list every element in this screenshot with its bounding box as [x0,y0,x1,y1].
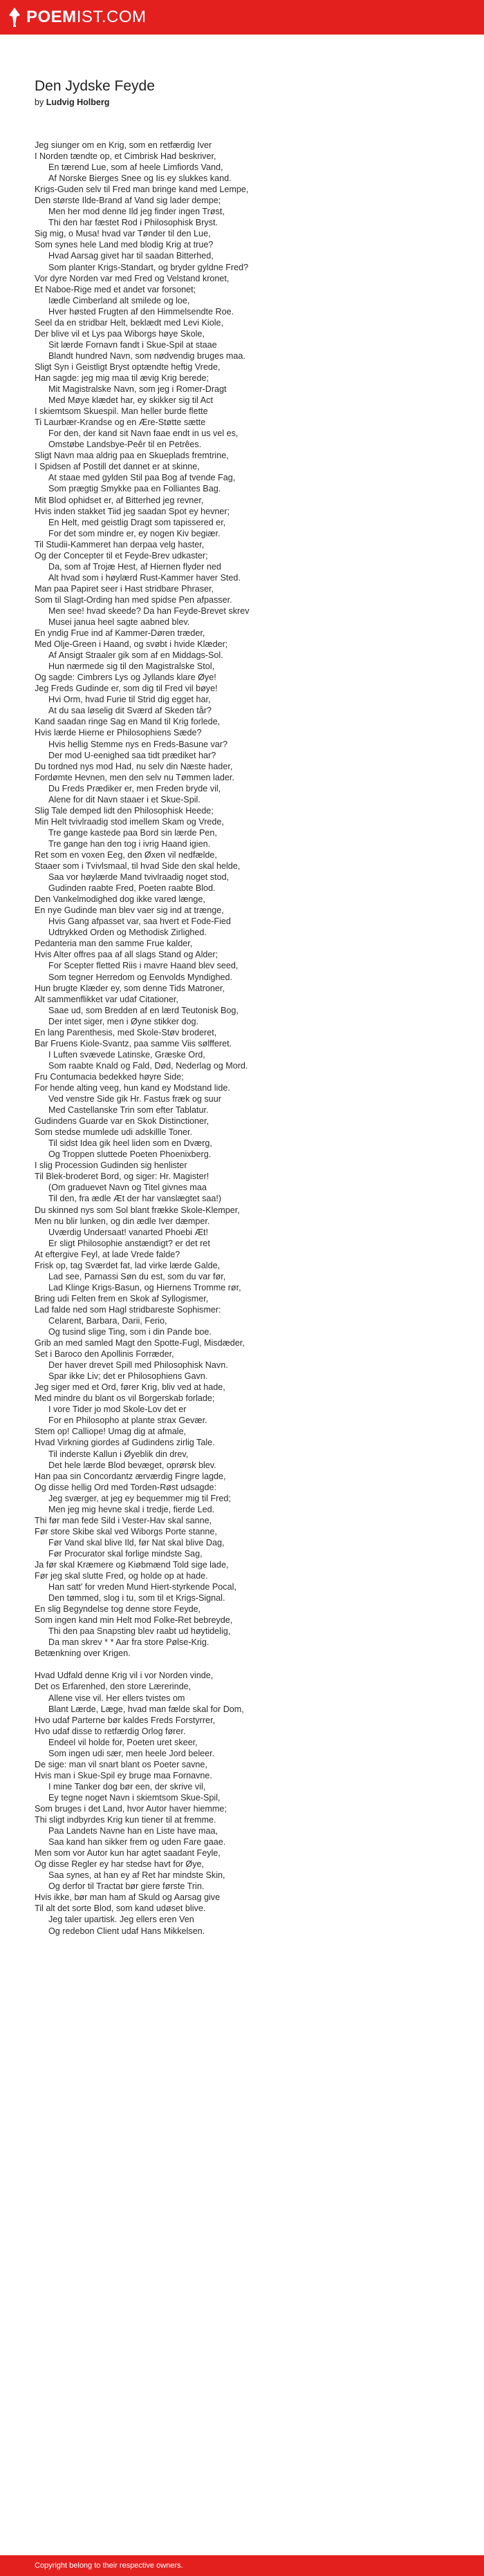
poem-line: Gudinden raabte Fred, Poeten raabte Blod. [48,883,216,894]
logo-bold: POEM [26,8,77,26]
poem-line: Spar ikke Liv; det er Philosophiens Gavn. [48,1371,208,1382]
poem-line: Mit Blod ophidset er, af Bitterhed jeg revner, [35,495,204,505]
poem-line: Blant Lærde, Læge, hvad man fælde skal for Dom, [48,1704,244,1714]
poem-line: Mit Magistralske Navn, som jeg i Romer-Dragt [48,384,227,395]
poem-line: Med Olje-Green i Haand, og svøbt i hvide Klæder; [35,639,228,650]
poem-line: Jeg Freds Gudinde er, som dig til Fred vil bøye! [35,684,218,694]
poem-line: Hun brugte Klæder ey, som denne Tids Matroner, [35,983,225,993]
poem-line: Det hele lærde Blod bevæget, oprørsk blev. [48,1460,216,1470]
poem-line: Alt sammenflikket var udaf Citationer, [35,994,178,1004]
poem-line: Hvi Orm, hvad Furie til Strid dig egget har, [48,695,211,705]
poem-line: Sig mig, o Musa! hvad var Tønder til den Lue, [35,229,211,239]
poem-line: Allene vise vil. Her ellers tvistes om [48,1693,185,1703]
copyright-text: Copyright belong to their respective owners. [35,2561,183,2570]
poem-line: Til Studii-Kammeret han derpaa velg haster, [35,539,205,549]
poem-line: Som prægtig Smykke paa en Folliantes Bag. [48,484,221,494]
poem-line: Saa kand han sikker frem og uden Fare gaae. [48,1837,226,1848]
site-header [0,0,484,35]
poem-line: Jeg taler upartisk. Jeg ellers eren Ven [48,1915,194,1925]
poem-line: Ret som en voxen Eeg, den Øxen vil nedfælde, [35,850,217,860]
poem-line: I Spidsen af Postill det dannet er at skinne, [35,462,200,472]
poem-line: Hun nærmede sig til den Magistralske Stol, [48,661,215,672]
poem-line: Slig Tale demped lidt den Philosophisk Heede; [35,805,214,816]
poem-line: Han sagde: jeg mig maa til ævig Krig berede; [35,373,210,383]
poem-line: Hvad Udfald denne Krig vil i vor Norden vinde, [35,1671,214,1681]
poem-line: Sligt Navn maa aldrig paa en Skueplads fremtrine, [35,451,229,461]
poem-line: De sige: man vil snart blant os Poeter savne, [35,1759,207,1769]
poem-line: Og disse hellig Ord med Torden-Røst udsagde: [35,1482,216,1492]
poem-line: Pedanteria man den samme Frue kalder, [35,939,193,949]
poem-stanza [35,140,456,1659]
poem-stanza [35,1670,456,1936]
poem-line: Hvad Aarsag givet har til saadan Bitterhed, [48,251,214,261]
poem-line: Jeg siger med et Ord, fører Krig, bliv ved at hade, [35,1382,225,1393]
poem-line: Thi den har fæstet Rod i Philosophisk Bryst. [48,218,218,228]
poem-line: Ved venstre Side gik Hr. Fastus fræk og suur [48,1094,221,1104]
poem-line: Thi den paa Snapsting blev raabt ud høytidelig, [48,1626,231,1637]
poem-line: Hvis Gang afpasset var, saa hvert et Fode-Fied [48,916,231,927]
poem-byline [35,97,456,108]
poem-line: Den Vankelmodighed dog ikke vared længe, [35,894,205,905]
poem-line: Til sidst Idea gik heel liden som en Dværg, [48,1138,212,1149]
poem-line: En Helt, med geistlig Dragt som tapissered er, [48,517,226,527]
poem-line: For hende alting veeg, hun kand ey Modstand lide. [35,1082,230,1093]
logo-light: IST.COM [76,8,147,26]
poem-line: En yndig Frue ind af Kammer-Døren træder, [35,628,205,639]
poem-line: En lang Parenthesis, med Skole-Støv broderet, [35,1027,217,1037]
poem-line: Fru Contumacia bedekked høyre Side; [35,1071,184,1082]
poem-line: Tre gange han den tog i ivrig Haand igien. [48,838,211,849]
poem-line: Hvad Virkning giordes af Gudindens zirlig Tale. [35,1438,215,1448]
poem-line: At staae med gylden Stil paa Bog af tvende Fag, [48,473,236,483]
poem-line: Er sligt Philosophie anstændigt? er det ret [48,1238,210,1248]
poem-content [35,77,456,1948]
poem-line: Sligt Syn i Geistligt Bryst optændte heftig Vrede, [35,361,221,372]
poem-line: Hvis inden stakket Tiid jeg saadan Spot ey hevner; [35,506,230,516]
poem-title: Den Jydske Feyde [35,78,155,94]
poem-line: Som synes hele Land med blodig Krig at true? [35,240,214,250]
poem-line: Du Freds Prædiker er, men Freden bryde vil, [48,783,221,793]
poem-line: Der intet siger, men i Øyne stikker dog. [48,1016,198,1026]
poem-line: Som til Slagt-Ording han med spidse Pen afpasser. [35,594,232,605]
poem-line: Han satt' for vreden Mund Hiert-styrkende Pocal, [48,1582,236,1592]
poem-line: Til inderste Kallun i Øyeblik din drev, [48,1449,189,1459]
poem-line: Da, som af Trojæ Hest, af Hiernen flyder ned [48,561,221,572]
poem-line: Lad Klinge Krigs-Basun, og Hiernens Tromme rør, [48,1282,241,1292]
poem-line: Ey tegne noget Navn i skiemtsom Skue-Spil, [48,1792,221,1803]
poem-line: En nye Gudinde man blev vaer sig ind at trænge, [35,905,224,916]
poem-line: Før Vand skal blive Ild, før Nat skal blive Dag, [48,1537,225,1548]
poem-line: For det som mindre er, ey nogen Kiv begiær. [48,528,221,538]
poem-line: Jeg siunger om en Krig, som en retfærdig Iver [35,140,212,150]
poem-line: Som planter Krigs-Standart, og bryder gyldne Fred? [48,262,249,272]
poem-line: Frisk op, tag Sværdet fat, lad virke lærde Galde, [35,1260,221,1270]
poem-line: Fordømte Hevnen, men den selv nu Tømmen lader. [35,772,234,782]
poem-line: Ja før skal Kræmere og Kiøbmænd Told sige lade, [35,1560,229,1570]
poem-line: Af Norske Bierges Snee og Iis ey slukkes kand. [48,173,232,184]
poem-line: Og der Concepter til et Feyde-Brev udkaster; [35,550,208,561]
poem-line: Hvo udaf Parterne bør kaldes Freds Forstyrrer, [35,1715,216,1725]
poem-line: Det os Erfarenhed, den store Lærerinde, [35,1682,192,1692]
poem-line: Set i Baroco den Apollinis Forræder, [35,1349,174,1360]
poem-line: Omstøbe Landsbye-Peêr til en Petrêes. [48,440,202,450]
poem-line: Vor dyre Norden var med Fred og Velstand kronet, [35,273,230,283]
poem-line: At du saa løselig dit Sværd af Skeden tår? [48,706,212,716]
poem-line: Seel da en stridbar Helt, beklædt med Levi Kiole, [35,317,224,328]
poem-line: Der haver drevet Spill med Philosophisk Navn. [48,1360,228,1371]
poem-line: Lad falde ned som Hagl stridbareste Sophismer: [35,1304,221,1315]
poem-line: Stem op! Calliope! Umag dig at afmale, [35,1427,187,1437]
poem-line: Og derfor til Tractat bør giere første Trin. [48,1881,205,1892]
poem-line: Bring udi Felten frem en Skok af Syllogismer, [35,1293,209,1304]
poem-line: Den tømmed, slog i tu, som til et Krigs-Signal. [48,1593,225,1604]
poem-line: Som bruges i det Land, hvor Autor haver hiemme; [35,1803,227,1814]
poem-line: Men som vor Autor kun har agtet saadant Feyle, [35,1848,221,1859]
poem-line: Før store Skibe skal ved Wiborgs Porte stanne, [35,1526,217,1536]
poem-line: Men jeg mig hevne skal i tredje, fierde Led. [48,1504,215,1514]
poem-line: Før Procurator skal forlige mindste Sag, [48,1548,203,1559]
poem-line: Blandt hundred Navn, som nødvendig bruges maa. [48,350,245,361]
poem-line: Men her mod denne Ild jeg finder ingen Trøst, [48,207,225,217]
poem-line: Paa Landets Navne han en Liste have maa, [48,1826,218,1836]
poem-line: Sit lærde Fornavn fandt i Skue-Spil at staae [48,339,217,350]
poem-line: Til den, fra ædle Æt der har vanslægtet saa!) [48,1194,222,1204]
poem-line: I vore Tider jo mod Skole-Lov det er [48,1404,187,1415]
site-footer [0,2555,484,2576]
poem-line: Hvis hellig Stemme nys en Freds-Basune var? [48,739,227,749]
poem-line: Thi sligt indbyrdes Krig kun tiener til at fremme. [35,1815,216,1825]
poem-line: Da man skrev * * Aar fra store Pølse-Krig. [48,1637,210,1648]
poem-line: Og sagde: Cimbrers Lys og Jyllands klare Øye! [35,673,216,683]
poem-line: I slig Procession Gudinden sig henlister [35,1160,187,1171]
poem-body [35,140,456,1937]
poem-line: Hvo udaf disse to retfærdig Orlog fører. [35,1726,186,1736]
poem-line: Gudindens Guarde var en Skok Distinctioner, [35,1116,210,1127]
poem-line: Han paa sin Concordantz ærværdig Fingre lagde, [35,1471,226,1481]
poem-line: Du tordned nys mod Had, nu selv din Næste hader, [35,761,233,771]
poem-line: Celarent, Barbara, Darii, Ferio, [48,1315,167,1326]
poem-line: Saa synes, at han ey af Ret har mindste Skin, [48,1870,225,1881]
poem-line: (Om graduevet Navn og Titel givnes maa [48,1183,207,1193]
poem-line: Min Helt tvivlraadig stod imellem Skam og Vrede, [35,816,224,827]
poem-line: Jeg sværger, at jeg ey bequemmer mig til Fred; [48,1493,231,1503]
poem-line: Som tegner Herredom og Eenvolds Myndighed. [48,972,233,982]
poem-line: Endeel vil holde for, Poeten uret skeer, [48,1737,198,1747]
poem-line: Grib an med samled Magt den Spotte-Fugl, Misdæder, [35,1338,245,1348]
poem-line: Men nu blir lunken, og din ædle Iver dæmper. [35,1216,210,1226]
poem-line: Musei janua heel sagte aabned blev. [48,617,190,628]
poem-line: Med mindre du blant os vil Borgerskab forlade; [35,1393,215,1404]
poem-line: For den, der kand sit Navn faae endt in us vel es, [48,429,239,439]
poem-line: I skiemtsom Skuespil. Man heller burde flette [35,406,208,417]
poem-line: Thi før man fede Sild i Vester-Hav skal sanne, [35,1515,212,1525]
poem-line: For en Philosopho at plante strax Gevær. [48,1416,207,1426]
poem-line: Hvis ikke, bør man ham af Skuld og Aarsag give [35,1892,221,1903]
poem-line: Man paa Papiret seer i Hast stridbare Phraser, [35,583,214,594]
poem-line: Hvis Alter offres paa af all slags Stand og Alder; [35,950,218,960]
poem-line: Der blive vil et Lys paa Wiborgs høye Skole, [35,328,205,339]
poem-line: Til Blek-broderet Bord, og siger: Hr. Magister! [35,1172,210,1182]
poem-line: Som stedse mumlede udi adskillle Toner. [35,1127,192,1138]
poem-line: Med Møye klædet har, ey skikker sig til Act [48,395,213,406]
poem-line: Du skinned nys som Sol blant frække Skole-Klemper, [35,1205,240,1215]
poem-line: Betænkning over Krigen. [35,1648,131,1659]
poem-line: I Luften svævede Latinske, Græske Ord, [48,1049,205,1060]
poem-line: Alt hvad som i høylærd Rust-Kammer haver Sted. [48,572,241,583]
poem-line: Saa vor høylærde Mand tvivlraadig noget stod, [48,872,230,883]
poem-line: Udtrykked Orden og Methodisk Zirlighed. [48,928,207,938]
poem-line: Iædle Cimberland alt smilede og loe, [48,295,190,305]
poem-line: Til alt det sorte Blod, som kand udøset blive. [35,1903,206,1914]
poem-line: Lad see, Parnassi Søn du est, som du var før, [48,1271,226,1281]
poem-line: Og Troppen sluttede Poeten Phoenixberg. [48,1149,212,1160]
poem-line: Af Ansigt Straaler gik som af en Middags-Sol. [48,650,223,661]
poem-line: Tre gange kastede paa Bord sin lærde Pen, [48,827,217,838]
poem-line: At eftergive Feyl, at lade Vrede falde? [35,1249,180,1259]
poem-line: Saae ud, som Bredden af en lærd Teutonisk Bog, [48,1005,239,1015]
poem-line: Kand saadan ringe Sag en Mand til Krig forlede, [35,717,221,727]
poem-line: Og redebon Client udaf Hans Mikkelsen. [48,1926,205,1936]
poem-line: Krigs-Guden selv til Fred man bringe kand med Lempe, [35,185,249,195]
site-logo[interactable] [26,8,147,27]
poem-line: Som ingen udi sær, men heele Jord beleer. [48,1748,215,1758]
poem-line: Uværdig Undersaat! vanarted Phoebi Æt! [48,1227,209,1237]
poem-line: Med Castellanske Trin som efter Tablatur. [48,1105,209,1116]
poem-line: Hvis lærde Hierne er Philosophiens Sæde? [35,728,202,738]
poem-line: En tærend Lue, som af heele Limfiords Vand, [48,162,223,173]
poem-line: Men see! hvad skeede? Da han Feyde-Brevet skrev [48,605,250,616]
poem-line: Hvis man i Skue-Spil ey bruge maa Fornavne. [35,1770,212,1780]
poem-line: Et Naboe-Rige med et andet var forsonet; [35,284,196,294]
poem-line: Alene for dit Navn staaer i et Skue-Spil. [48,794,201,805]
poem-line: Hver høsted Frugten af den Himmelsendte Roe. [48,306,234,317]
poem-line: Bar Fruens Kiole-Svantz, paa samme Viis sølfferet. [35,1038,232,1049]
poem-line: Før jeg skal slutte Fred, og holde op at hade. [35,1571,208,1581]
poem-line: Der mod U-eenighed saa tidt prædiket har? [48,750,216,760]
poem-line: Den største Ilde-Brand af Vand sig lader dempe; [35,196,221,206]
poem-line: Og disse Regler ey har stedse havt for Øye, [35,1859,204,1870]
quill-pen-icon[interactable] [7,7,22,28]
poem-line: Og tusind slige Ting, som i din Pande boe. [48,1327,212,1337]
poem-line: Ti Laurbær-Krandse og en Ære-Støtte sætte [35,417,206,428]
poem-line: En slig Begyndelse tog denne store Feyde, [35,1604,201,1615]
poem-line: I Norden tændte op, et Cimbrisk Had beskriver, [35,151,216,162]
poem-line: For Scepter fletted Riis i mavre Haand blev seed, [48,961,239,971]
poem-line: Som ingen kand min Helt mod Folke-Ret bebreyde, [35,1615,233,1626]
poem-line: I mine Tanker dog bør een, der skrive vil, [48,1781,206,1792]
author-name[interactable]: Ludvig Holberg [46,97,110,107]
poem-line: Staaer som i Tvivlsmaal, til hvad Side den skal helde, [35,861,241,872]
poem-line: Som raabte Knald og Fald, Død, Nederlag og Mord. [48,1060,248,1071]
by-label: by [35,97,44,107]
